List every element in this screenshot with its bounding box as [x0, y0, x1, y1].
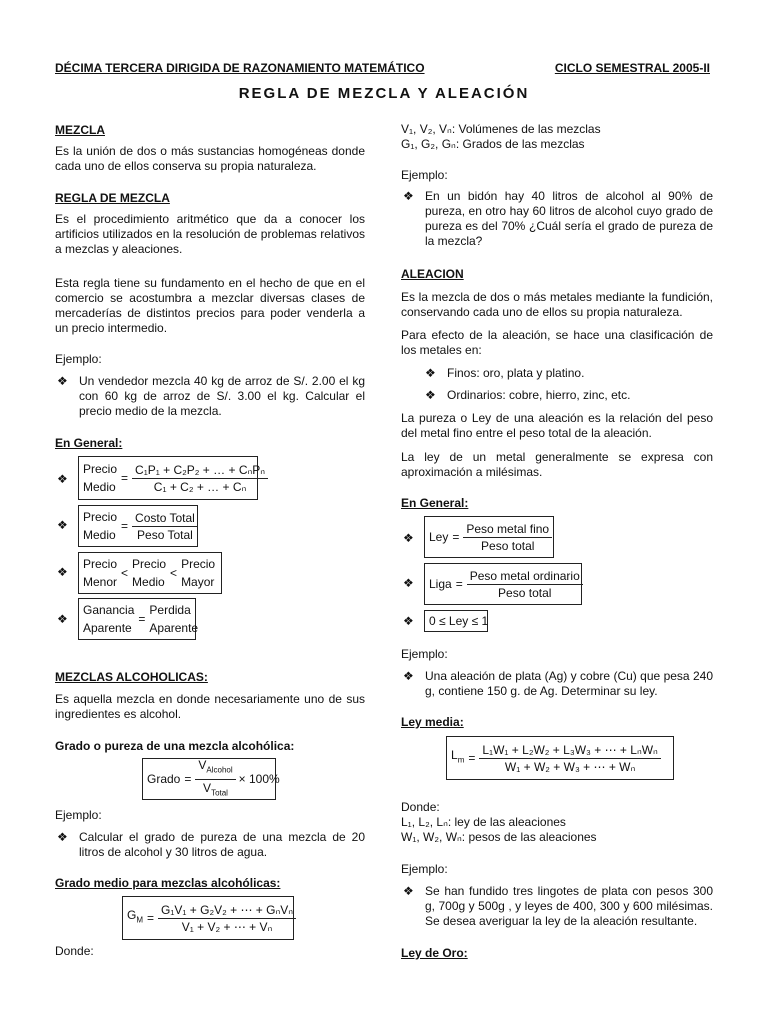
mezcla-paragraph: Es la unión de dos o más sustancias homogéneas donde cada uno de ellos conserva su propia naturaleza.	[55, 144, 365, 173]
en-general-label: En General:	[55, 436, 123, 450]
formula-ley: Ley = $\frac{\text{Peso metal fino}}{\text{Peso total}}$	[424, 516, 554, 558]
g-definition: G₁, G₂, Gₙ: Grados de las mezclas	[401, 137, 585, 151]
section-mezcla: MEZCLA	[55, 123, 105, 137]
finos-text: Finos: oro, plata y platino.	[447, 366, 585, 380]
ejemplo-label: Ejemplo:	[401, 862, 448, 876]
formula-ley-media: $L_m$ = $\frac{\text{L₁W₁ + L₂W₂ + L₃W₃ + ⋯ + LₙWₙ}}{\text{W₁ + W₂ + W₃ + ⋯ + Wₙ}}$	[446, 736, 674, 780]
en-general-label: En General:	[401, 496, 469, 510]
page-title: REGLA DE MEZCLA Y ALEACIÓN	[238, 85, 530, 102]
regla-paragraph-2: Esta regla tiene su fundamento en el hecho de que en el comercio se acostumbra a mezclar diversas clases de mercaderías de distintos precios para poder venderla a un precio intermedio.	[55, 276, 365, 335]
bullet-icon: ❖	[403, 884, 414, 898]
ejemplo-label: Ejemplo:	[55, 808, 102, 822]
ley-oro-heading: Ley de Oro:	[401, 946, 468, 960]
donde-label: Donde:	[401, 800, 440, 814]
bullet-icon: ❖	[57, 565, 68, 579]
ejemplo-label: Ejemplo:	[401, 168, 448, 182]
formula-costo-total: Precio Medio = $\frac{\text{Costo Total}}{\text{Peso Total}}$	[78, 505, 198, 547]
aleacion-paragraph-2: Para efecto de la aleación, se hace una clasificación de los metales en:	[401, 328, 713, 357]
bullet-icon: ❖	[403, 531, 414, 545]
section-alcoholicas: MEZCLAS ALCOHOLICAS:	[55, 670, 208, 684]
section-regla: REGLA DE MEZCLA	[55, 191, 170, 205]
aleacion-paragraph-1: Es la mezcla de dos o más metales mediante la fundición, conservando cada uno de ellos su propia naturaleza.	[401, 290, 713, 319]
formula-precio-medio: Precio Medio = $\frac{\text{C₁P₁ + C₂P₂ + … + CₙPₙ}}{\text{C₁ + C₂ + … + Cₙ}}$	[78, 456, 258, 500]
bullet-icon: ❖	[57, 374, 68, 388]
example-text: En un bidón hay 40 litros de alcohol al 90% de pureza, en otro hay 60 litros de alcohol cuyo grado de pureza es del 70% ¿Cuál sería el grado de pureza de la mezcla?	[425, 189, 713, 248]
bullet-icon: ❖	[425, 388, 436, 402]
ley-media-heading: Ley media:	[401, 715, 464, 729]
grado-heading: Grado o pureza de una mezcla alcohólica:	[55, 739, 295, 753]
bullet-icon: ❖	[403, 669, 414, 683]
ordinarios-text: Ordinarios: cobre, hierro, zinc, etc.	[447, 388, 631, 402]
example-text: Un vendedor mezcla 40 kg de arroz de S/. 2.00 el kg con 60 kg de arroz de S/. 3.00 el kg. Calcular el precio medio de la mezcla.	[79, 374, 365, 418]
example-text: Se han fundido tres lingotes de plata con pesos 300 g, 700g y 500g , y leyes de 400, 300 y 600 milésimas. Se desea averiguar la ley de la aleación resultante.	[425, 884, 713, 928]
formula-ley-range: 0 ≤ Ley ≤ 1	[424, 610, 488, 632]
w-definition: W₁, W₂, Wₙ: pesos de las aleaciones	[401, 830, 597, 844]
example-text: Una aleación de plata (Ag) y cobre (Cu) que pesa 240 g, contiene 150 g. de Ag. Determinar su ley.	[425, 669, 713, 698]
regla-paragraph-1: Es el procedimiento aritmético que da a conocer los artificios utilizados en la resolución de problemas relativos a mezclas y aleaciones.	[55, 212, 365, 256]
formula-grado: Grado = $\frac{V_{Alcohol}}{V_{Total}}$ × 100%	[142, 758, 276, 800]
header-left: DÉCIMA TERCERA DIRIGIDA DE RAZONAMIENTO MATEMÁTICO	[55, 61, 425, 75]
l-definition: L₁, L₂, Lₙ: ley de las aleaciones	[401, 815, 566, 829]
bullet-icon: ❖	[57, 518, 68, 532]
donde-label: Donde:	[55, 944, 94, 958]
ejemplo-label: Ejemplo:	[401, 647, 448, 661]
grado-medio-heading: Grado medio para mezclas alcohólicas:	[55, 876, 281, 890]
formula-liga: Liga = $\frac{\text{Peso metal ordinario}}{\text{Peso total}}$	[424, 563, 582, 605]
formula-grado-medio: $G_M$ = $\frac{\text{G₁V₁ + G₂V₂ + ⋯ + GₙVₙ}}{\text{V₁ + V₂ + ⋯ + Vₙ}}$	[122, 896, 294, 940]
example-text: Calcular el grado de pureza de una mezcla de 20 litros de alcohol y 30 litros de agua.	[79, 830, 365, 859]
bullet-icon: ❖	[403, 614, 414, 628]
formula-precio-inequality: Precio Menor < Precio Medio < Precio Mayor	[78, 552, 222, 594]
v-definition: V₁, V₂, Vₙ: Volúmenes de las mezclas	[401, 122, 601, 136]
ley-paragraph: La ley de un metal generalmente se expresa con aproximación a milésimas.	[401, 450, 713, 479]
section-aleacion: ALEACION	[401, 267, 464, 281]
bullet-icon: ❖	[403, 189, 414, 203]
bullet-icon: ❖	[57, 472, 68, 486]
ejemplo-label: Ejemplo:	[55, 352, 102, 366]
bullet-icon: ❖	[425, 366, 436, 380]
formula-ganancia-perdida: Ganancia Aparente = Perdida Aparente	[78, 598, 196, 640]
bullet-icon: ❖	[403, 576, 414, 590]
bullet-icon: ❖	[57, 612, 68, 626]
alcoholicas-paragraph: Es aquella mezcla en donde necesariamente uno de sus ingredientes es alcohol.	[55, 692, 365, 721]
pureza-paragraph: La pureza o Ley de una aleación es la relación del peso del metal fino entre el peso total de la aleación.	[401, 411, 713, 440]
header-right: CICLO SEMESTRAL 2005-II	[554, 61, 710, 75]
bullet-icon: ❖	[57, 830, 68, 844]
